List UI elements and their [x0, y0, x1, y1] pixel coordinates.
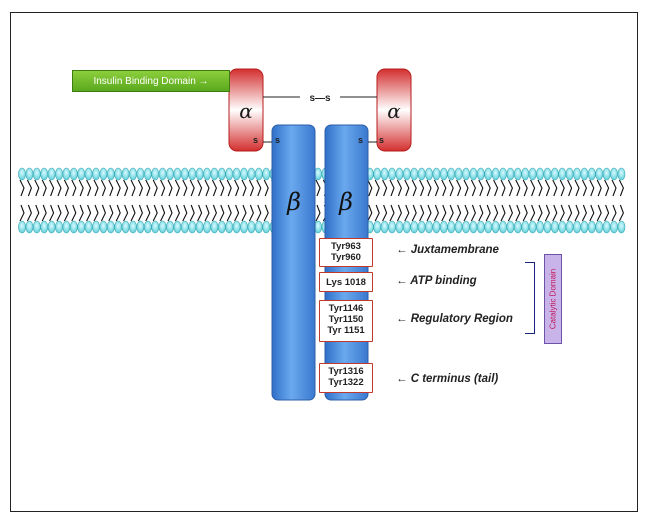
beta-label-left: β [287, 188, 301, 216]
lipid-tail [116, 205, 120, 221]
lipid-tail [168, 180, 172, 196]
lipid-tail [619, 180, 623, 196]
lipid-head [470, 221, 477, 233]
lipid-head [181, 168, 188, 180]
lipid-head [573, 221, 580, 233]
lipid-head [166, 168, 173, 180]
lipid-tail [94, 180, 98, 196]
lipid-tail [479, 180, 483, 196]
lipid-head [536, 168, 543, 180]
lipid-tail [575, 205, 579, 221]
lipid-tail [605, 205, 609, 221]
lipid-tail [434, 180, 438, 196]
lipid-head [588, 168, 595, 180]
lipid-head [85, 168, 92, 180]
lipid-head [477, 168, 484, 180]
lipid-head [100, 221, 107, 233]
lipid-tail [597, 205, 601, 221]
lipid-tail [420, 205, 424, 221]
lipid-tail [109, 205, 113, 221]
lipid-tail [20, 180, 24, 196]
lipid-head [248, 221, 255, 233]
lipid-tail [516, 180, 520, 196]
lipid-head [581, 168, 588, 180]
lipid-head [255, 221, 262, 233]
lipid-head [70, 221, 77, 233]
lipid-head [41, 168, 48, 180]
lipid-tail [57, 205, 61, 221]
lipid-tail [316, 205, 320, 221]
lipid-tail [131, 180, 135, 196]
lipid-head [55, 221, 62, 233]
lipid-head [181, 221, 188, 233]
lipid-head [211, 221, 218, 233]
lipid-tail [198, 205, 202, 221]
lipid-head [470, 168, 477, 180]
lipid-head [596, 168, 603, 180]
lipid-head [374, 168, 381, 180]
lipid-head [218, 168, 225, 180]
lipid-tail [612, 180, 616, 196]
lipid-head [381, 168, 388, 180]
lipid-tail [64, 180, 68, 196]
lipid-tail [153, 205, 157, 221]
lipid-head [396, 168, 403, 180]
lipid-head [92, 221, 99, 233]
lipid-head [618, 221, 625, 233]
lipid-head [26, 221, 33, 233]
lipid-tail [523, 180, 527, 196]
lipid-tail [50, 205, 54, 221]
lipid-tail [568, 205, 572, 221]
lipid-tail [383, 205, 387, 221]
lipid-head [107, 221, 114, 233]
lipid-tail [494, 180, 498, 196]
lipid-tail [464, 205, 468, 221]
lipid-head [100, 168, 107, 180]
lipid-head [433, 221, 440, 233]
catalytic-domain-box [544, 254, 562, 344]
s-label-2: s [275, 135, 281, 145]
lipid-head [418, 221, 425, 233]
lipid-head [137, 168, 144, 180]
lipid-head [174, 168, 181, 180]
lipid-tail [560, 205, 564, 221]
lipid-head [551, 221, 558, 233]
lipid-tail [449, 180, 453, 196]
lipid-head [448, 168, 455, 180]
s-label-4: s [379, 135, 385, 145]
lipid-head [522, 221, 529, 233]
lipid-tail [375, 205, 379, 221]
lipid-tail [412, 180, 416, 196]
lipid-head [529, 168, 536, 180]
lipid-head [78, 168, 85, 180]
lipid-head [411, 221, 418, 233]
lipid-tail [516, 205, 520, 221]
lipid-tail [560, 180, 564, 196]
lipid-head [433, 168, 440, 180]
lipid-tail [257, 180, 261, 196]
lipid-tail [227, 180, 231, 196]
lipid-head [203, 168, 210, 180]
lipid-tail [205, 180, 209, 196]
lipid-head [218, 221, 225, 233]
cell-membrane-bilayer [18, 168, 625, 233]
lipid-head [137, 221, 144, 233]
catalytic-domain-bracket [525, 262, 535, 334]
lipid-head [425, 168, 432, 180]
lipid-tail [227, 205, 231, 221]
lipid-tail [64, 205, 68, 221]
lipid-tail [264, 205, 268, 221]
lipid-tail [597, 180, 601, 196]
lipid-tail [479, 205, 483, 221]
lipid-tail [427, 180, 431, 196]
annotation-c-terminus: ← C terminus (tail) [396, 373, 499, 385]
lipid-head [566, 221, 573, 233]
lipid-tail [508, 180, 512, 196]
lipid-head [48, 221, 55, 233]
lipid-tail [175, 180, 179, 196]
lipid-tail [94, 205, 98, 221]
lipid-head [189, 221, 196, 233]
lipid-head [492, 168, 499, 180]
lipid-head [448, 221, 455, 233]
lipid-head [122, 221, 129, 233]
lipid-head [233, 168, 240, 180]
lipid-tail [531, 180, 535, 196]
lipid-head [63, 221, 70, 233]
lipid-head [403, 221, 410, 233]
lipid-tail [35, 205, 39, 221]
site-atp-binding: Lys 1018 [319, 272, 373, 292]
lipid-tail [146, 205, 150, 221]
lipid-head [26, 168, 33, 180]
lipid-head [455, 168, 462, 180]
lipid-tail [220, 205, 224, 221]
lipid-tail [242, 180, 246, 196]
lipid-head [18, 168, 25, 180]
lipid-head [129, 221, 136, 233]
lipid-head [189, 168, 196, 180]
lipid-head [499, 168, 506, 180]
lipid-tail [212, 205, 216, 221]
lipid-tail [168, 205, 172, 221]
lipid-tail [101, 180, 105, 196]
lipid-head [263, 168, 270, 180]
lipid-head [403, 168, 410, 180]
lipid-head [425, 221, 432, 233]
lipid-head [559, 168, 566, 180]
lipid-tail [87, 180, 91, 196]
lipid-tail [568, 180, 572, 196]
lipid-tail [523, 205, 527, 221]
lipid-head [507, 168, 514, 180]
lipid-head [388, 168, 395, 180]
site-c-terminus: Tyr1316 Tyr1322 [319, 363, 373, 393]
lipid-head [388, 221, 395, 233]
lipid-tail [590, 180, 594, 196]
lipid-head [411, 168, 418, 180]
lipid-head [144, 168, 151, 180]
lipid-tail [235, 205, 239, 221]
lipid-head [588, 221, 595, 233]
lipid-tail [442, 205, 446, 221]
lipid-tail [57, 180, 61, 196]
lipid-tail [575, 180, 579, 196]
lipid-head [70, 168, 77, 180]
beta-subunit-left [272, 125, 315, 400]
lipid-head [610, 168, 617, 180]
lipid-tail [257, 205, 261, 221]
lipid-head [196, 168, 203, 180]
lipid-tail [553, 205, 557, 221]
lipid-head [514, 221, 521, 233]
lipid-head [551, 168, 558, 180]
lipid-tail [397, 180, 401, 196]
lipid-tail [619, 205, 623, 221]
lipid-tail [161, 180, 165, 196]
lipid-tail [131, 205, 135, 221]
lipid-head [129, 168, 136, 180]
lipid-tail [27, 180, 31, 196]
lipid-tail [390, 205, 394, 221]
lipid-tail [434, 205, 438, 221]
lipid-head [174, 221, 181, 233]
lipid-head [33, 168, 40, 180]
lipid-tail [316, 180, 320, 196]
lipid-head [159, 221, 166, 233]
lipid-head [499, 221, 506, 233]
lipid-tail [545, 205, 549, 221]
lipid-head [226, 221, 233, 233]
lipid-tail [109, 180, 113, 196]
lipid-tail [553, 180, 557, 196]
lipid-head [573, 168, 580, 180]
lipid-tail [27, 205, 31, 221]
lipid-head [559, 221, 566, 233]
disulfide-label: s—s [309, 93, 331, 104]
lipid-tail [582, 205, 586, 221]
lipid-tail [153, 180, 157, 196]
lipid-head [122, 168, 129, 180]
lipid-head [203, 221, 210, 233]
lipid-head [211, 168, 218, 180]
lipid-head [41, 221, 48, 233]
lipid-head [536, 221, 543, 233]
lipid-head [492, 221, 499, 233]
lipid-tail [464, 180, 468, 196]
lipid-head [152, 168, 159, 180]
lipid-tail [449, 205, 453, 221]
lipid-tail [161, 205, 165, 221]
lipid-tail [405, 180, 409, 196]
lipid-tail [531, 205, 535, 221]
lipid-tail [264, 180, 268, 196]
lipid-tail [138, 180, 142, 196]
lipid-tail [205, 205, 209, 221]
lipid-tail [72, 205, 76, 221]
lipid-head [381, 221, 388, 233]
lipid-tail [545, 180, 549, 196]
s-label-3: s [358, 135, 364, 145]
site-regulatory-region: Tyr1146 Tyr1150 Tyr 1151 [319, 300, 373, 342]
lipid-head [418, 168, 425, 180]
lipid-tail [412, 205, 416, 221]
lipid-tail [590, 205, 594, 221]
lipid-tail [235, 180, 239, 196]
lipid-head [107, 168, 114, 180]
lipid-head [440, 168, 447, 180]
lipid-head [507, 221, 514, 233]
lipid-head [196, 221, 203, 233]
lipid-tail [175, 205, 179, 221]
lipid-head [544, 221, 551, 233]
lipid-tail [138, 205, 142, 221]
lipid-tail [538, 205, 542, 221]
lipid-tail [471, 180, 475, 196]
alpha-label-left: α [239, 99, 253, 123]
lipid-tail [42, 180, 46, 196]
annotation-regulatory-region: ← Regulatory Region [396, 313, 513, 325]
lipid-tail [375, 180, 379, 196]
lipid-tail [183, 180, 187, 196]
lipid-head [618, 168, 625, 180]
lipid-tail [183, 205, 187, 221]
lipid-tail [420, 180, 424, 196]
lipid-tail [582, 180, 586, 196]
lipid-head [255, 168, 262, 180]
lipid-tail [190, 205, 194, 221]
lipid-head [522, 168, 529, 180]
lipid-tail [501, 180, 505, 196]
lipid-tail [116, 180, 120, 196]
lipid-head [396, 221, 403, 233]
lipid-head [485, 221, 492, 233]
lipid-tail [538, 180, 542, 196]
lipid-head [55, 168, 62, 180]
lipid-head [485, 168, 492, 180]
lipid-tail [79, 180, 83, 196]
lipid-tail [20, 205, 24, 221]
s-label-1: s [253, 135, 259, 145]
lipid-head [248, 168, 255, 180]
catalytic-domain-label: Catalytic Domain [548, 268, 558, 330]
lipid-head [233, 221, 240, 233]
lipid-head [85, 221, 92, 233]
lipid-tail [101, 205, 105, 221]
lipid-tail [486, 205, 490, 221]
lipid-head [48, 168, 55, 180]
lipid-head [18, 221, 25, 233]
lipid-tail [50, 180, 54, 196]
lipid-tail [124, 205, 128, 221]
lipid-head [440, 221, 447, 233]
lipid-head [166, 221, 173, 233]
lipid-head [455, 221, 462, 233]
lipid-tail [471, 205, 475, 221]
lipid-head [514, 168, 521, 180]
lipid-tail [220, 180, 224, 196]
lipid-tail [397, 205, 401, 221]
annotation-atp-binding: ← ATP binding [396, 275, 477, 287]
lipid-tail [190, 180, 194, 196]
lipid-head [115, 221, 122, 233]
lipid-head [33, 221, 40, 233]
lipid-head [566, 168, 573, 180]
lipid-head [374, 221, 381, 233]
lipid-tail [442, 180, 446, 196]
lipid-head [603, 168, 610, 180]
lipid-tail [249, 180, 253, 196]
lipid-head [263, 221, 270, 233]
lipid-head [603, 221, 610, 233]
insulin-binding-domain-label: Insulin Binding Domain → [72, 70, 230, 92]
lipid-tail [242, 205, 246, 221]
site-juxtamembrane: Tyr963 Tyr960 [319, 238, 373, 267]
lipid-head [462, 168, 469, 180]
lipid-tail [383, 180, 387, 196]
lipid-head [115, 168, 122, 180]
lipid-tail [198, 180, 202, 196]
lipid-tail [612, 205, 616, 221]
lipid-head [529, 221, 536, 233]
annotation-juxtamembrane: ← Juxtamembrane [396, 244, 499, 256]
lipid-tail [501, 205, 505, 221]
lipid-tail [405, 205, 409, 221]
lipid-tail [35, 180, 39, 196]
lipid-head [462, 221, 469, 233]
lipid-tail [87, 205, 91, 221]
beta-label-right: β [339, 188, 353, 216]
lipid-head [240, 168, 247, 180]
lipid-tail [457, 205, 461, 221]
lipid-head [63, 168, 70, 180]
lipid-tail [249, 205, 253, 221]
lipid-tail [486, 180, 490, 196]
lipid-tail [212, 180, 216, 196]
lipid-head [144, 221, 151, 233]
lipid-head [610, 221, 617, 233]
lipid-tail [79, 205, 83, 221]
lipid-head [477, 221, 484, 233]
lipid-tail [42, 205, 46, 221]
lipid-tail [390, 180, 394, 196]
lipid-tail [508, 205, 512, 221]
lipid-head [159, 168, 166, 180]
lipid-tail [457, 180, 461, 196]
alpha-label-right: α [387, 99, 401, 123]
lipid-head [581, 221, 588, 233]
lipid-tail [146, 180, 150, 196]
lipid-head [78, 221, 85, 233]
lipid-tail [72, 180, 76, 196]
lipid-head [596, 221, 603, 233]
lipid-head [544, 168, 551, 180]
lipid-tail [427, 205, 431, 221]
lipid-head [152, 221, 159, 233]
lipid-tail [494, 205, 498, 221]
lipid-head [92, 168, 99, 180]
lipid-head [240, 221, 247, 233]
lipid-tail [605, 180, 609, 196]
lipid-tail [124, 180, 128, 196]
lipid-head [226, 168, 233, 180]
